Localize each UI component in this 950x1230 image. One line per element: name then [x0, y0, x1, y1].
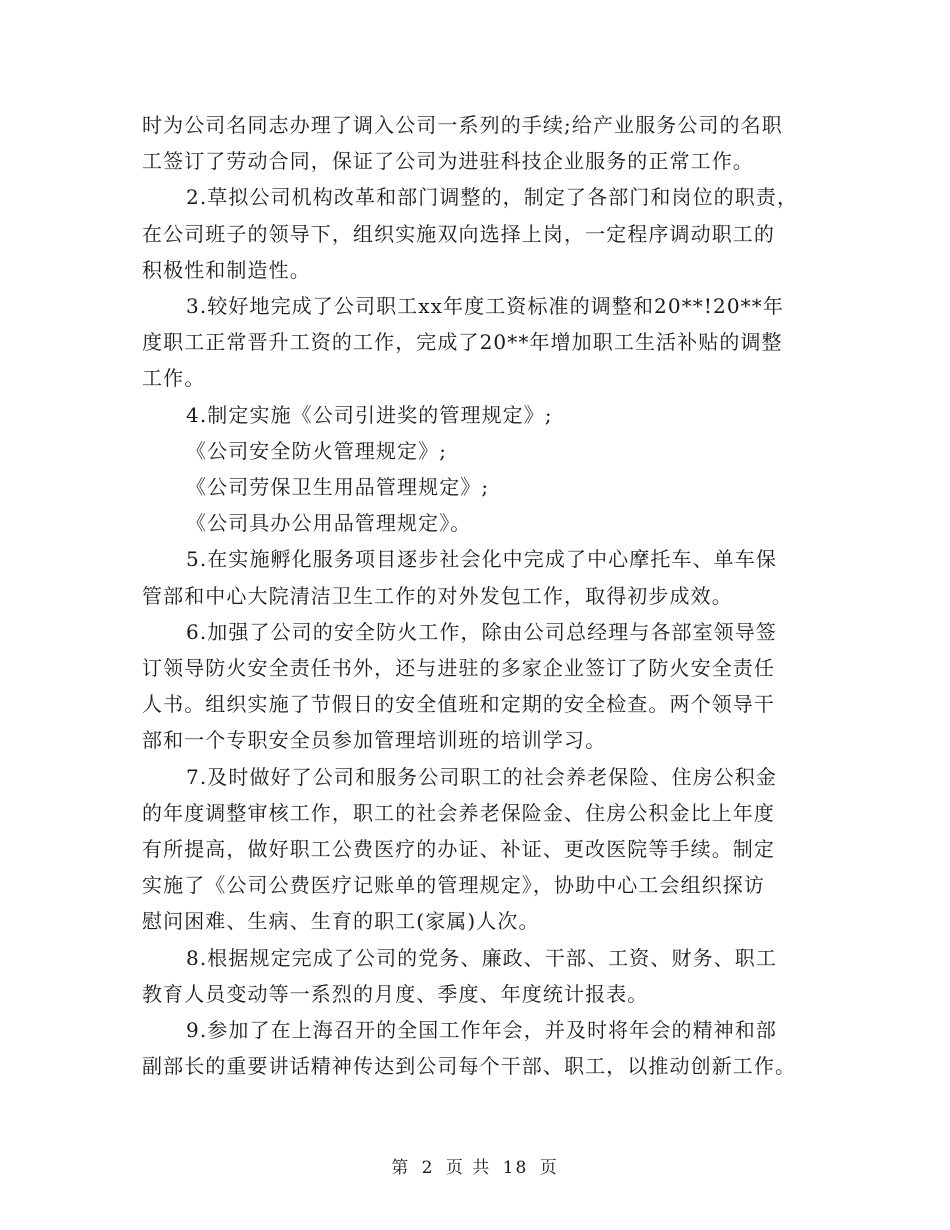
- paragraph-line: 的年度调整审核工作，职工的社会养老保险金、住房公积金比上年度: [142, 800, 775, 825]
- paragraph-line: 工作。: [142, 366, 206, 391]
- paragraph: [142, 433, 812, 469]
- paragraph: [142, 541, 812, 613]
- paragraph-line: 管部和中心大院清洁卫生工作的对外发包工作，取得初步成效。: [142, 583, 733, 608]
- footer-suffix: 页: [539, 1158, 559, 1178]
- paragraph-line: 2.草拟公司机构改革和部门调整的，制定了各部门和岗位的职责，: [186, 185, 799, 210]
- paragraph: [142, 179, 812, 288]
- paragraph-line: 9.参加了在上海召开的全国工作年会，并及时将年会的精神和部: [186, 1018, 777, 1043]
- paragraph-line: 积极性和制造性。: [142, 257, 311, 282]
- paragraph-line: 4.制定实施《公司引进奖的管理规定》;: [186, 402, 553, 427]
- paragraph-line: 时为公司名同志办理了调入公司一系列的手续;给产业服务公司的名职: [142, 113, 783, 137]
- paragraph: [142, 107, 812, 179]
- paragraph: [142, 759, 812, 940]
- paragraph-line: 工签订了劳动合同，保证了公司为进驻科技企业服务的正常工作。: [142, 149, 754, 174]
- paragraph-line: 3.较好地完成了公司职工xx年度工资标准的调整和20**!20**年: [186, 294, 784, 319]
- paragraph-line: 6.加强了公司的安全防火工作，除由公司总经理与各部室领导签: [186, 619, 777, 644]
- paragraph-line: 教育人员变动等一系烈的月度、季度、年度统计报表。: [142, 981, 649, 1006]
- paragraph: [142, 288, 812, 397]
- paragraph: [142, 940, 812, 1012]
- page-footer: [0, 1153, 950, 1178]
- paragraph-line: 人书。组织实施了节假日的安全值班和定期的安全检查。两个领导干: [142, 692, 775, 717]
- footer-middle: 页 共: [445, 1158, 492, 1178]
- paragraph-line: 副部长的重要讲话精神传达到公司每个干部、职工，以推动创新工作。: [142, 1054, 797, 1079]
- paragraph: [142, 469, 812, 505]
- paragraph-line: 部和一个专职安全员参加管理培训班的培训学习。: [142, 728, 607, 753]
- paragraph-line: 度职工正常晋升工资的工作，完成了20**年增加职工生活补贴的调整: [142, 330, 783, 355]
- paragraph: [142, 505, 812, 541]
- paragraph-line: 《公司具办公用品管理规定》。: [186, 511, 472, 536]
- paragraph-line: 《公司劳保卫生用品管理规定》;: [186, 475, 490, 500]
- paragraph: [142, 614, 812, 759]
- paragraph-line: 7.及时做好了公司和服务公司职工的社会养老保险、住房公积金: [186, 764, 777, 789]
- footer-current-page: 2: [421, 1158, 435, 1178]
- footer-total-pages: 18: [502, 1158, 529, 1178]
- paragraph-line: 有所提高，做好职工公费医疗的办证、补证、更改医院等手续。制定: [142, 837, 775, 862]
- paragraph: [142, 1012, 812, 1084]
- paragraph-line: 在公司班子的领导下，组织实施双向选择上岗，一定程序调动职工的: [142, 221, 775, 246]
- footer-prefix: 第: [391, 1158, 411, 1178]
- paragraph-line: 订领导防火安全责任书外，还与进驻的多家企业签订了防火安全责任: [142, 656, 775, 681]
- paragraph-line: 实施了《公司公费医疗记账单的管理规定》，协助中心工会组织探访: [142, 873, 765, 898]
- document-body: [142, 107, 812, 1084]
- paragraph-line: 《公司安全防火管理规定》;: [186, 438, 448, 463]
- paragraph-line: 5.在实施孵化服务项目逐步社会化中完成了中心摩托车、单车保: [186, 547, 777, 572]
- paragraph-line: 8.根据规定完成了公司的党务、廉政、干部、工资、财务、职工: [186, 945, 777, 970]
- paragraph: [142, 397, 812, 433]
- paragraph-line: 慰问困难、生病、生育的职工(家属)人次。: [142, 909, 540, 934]
